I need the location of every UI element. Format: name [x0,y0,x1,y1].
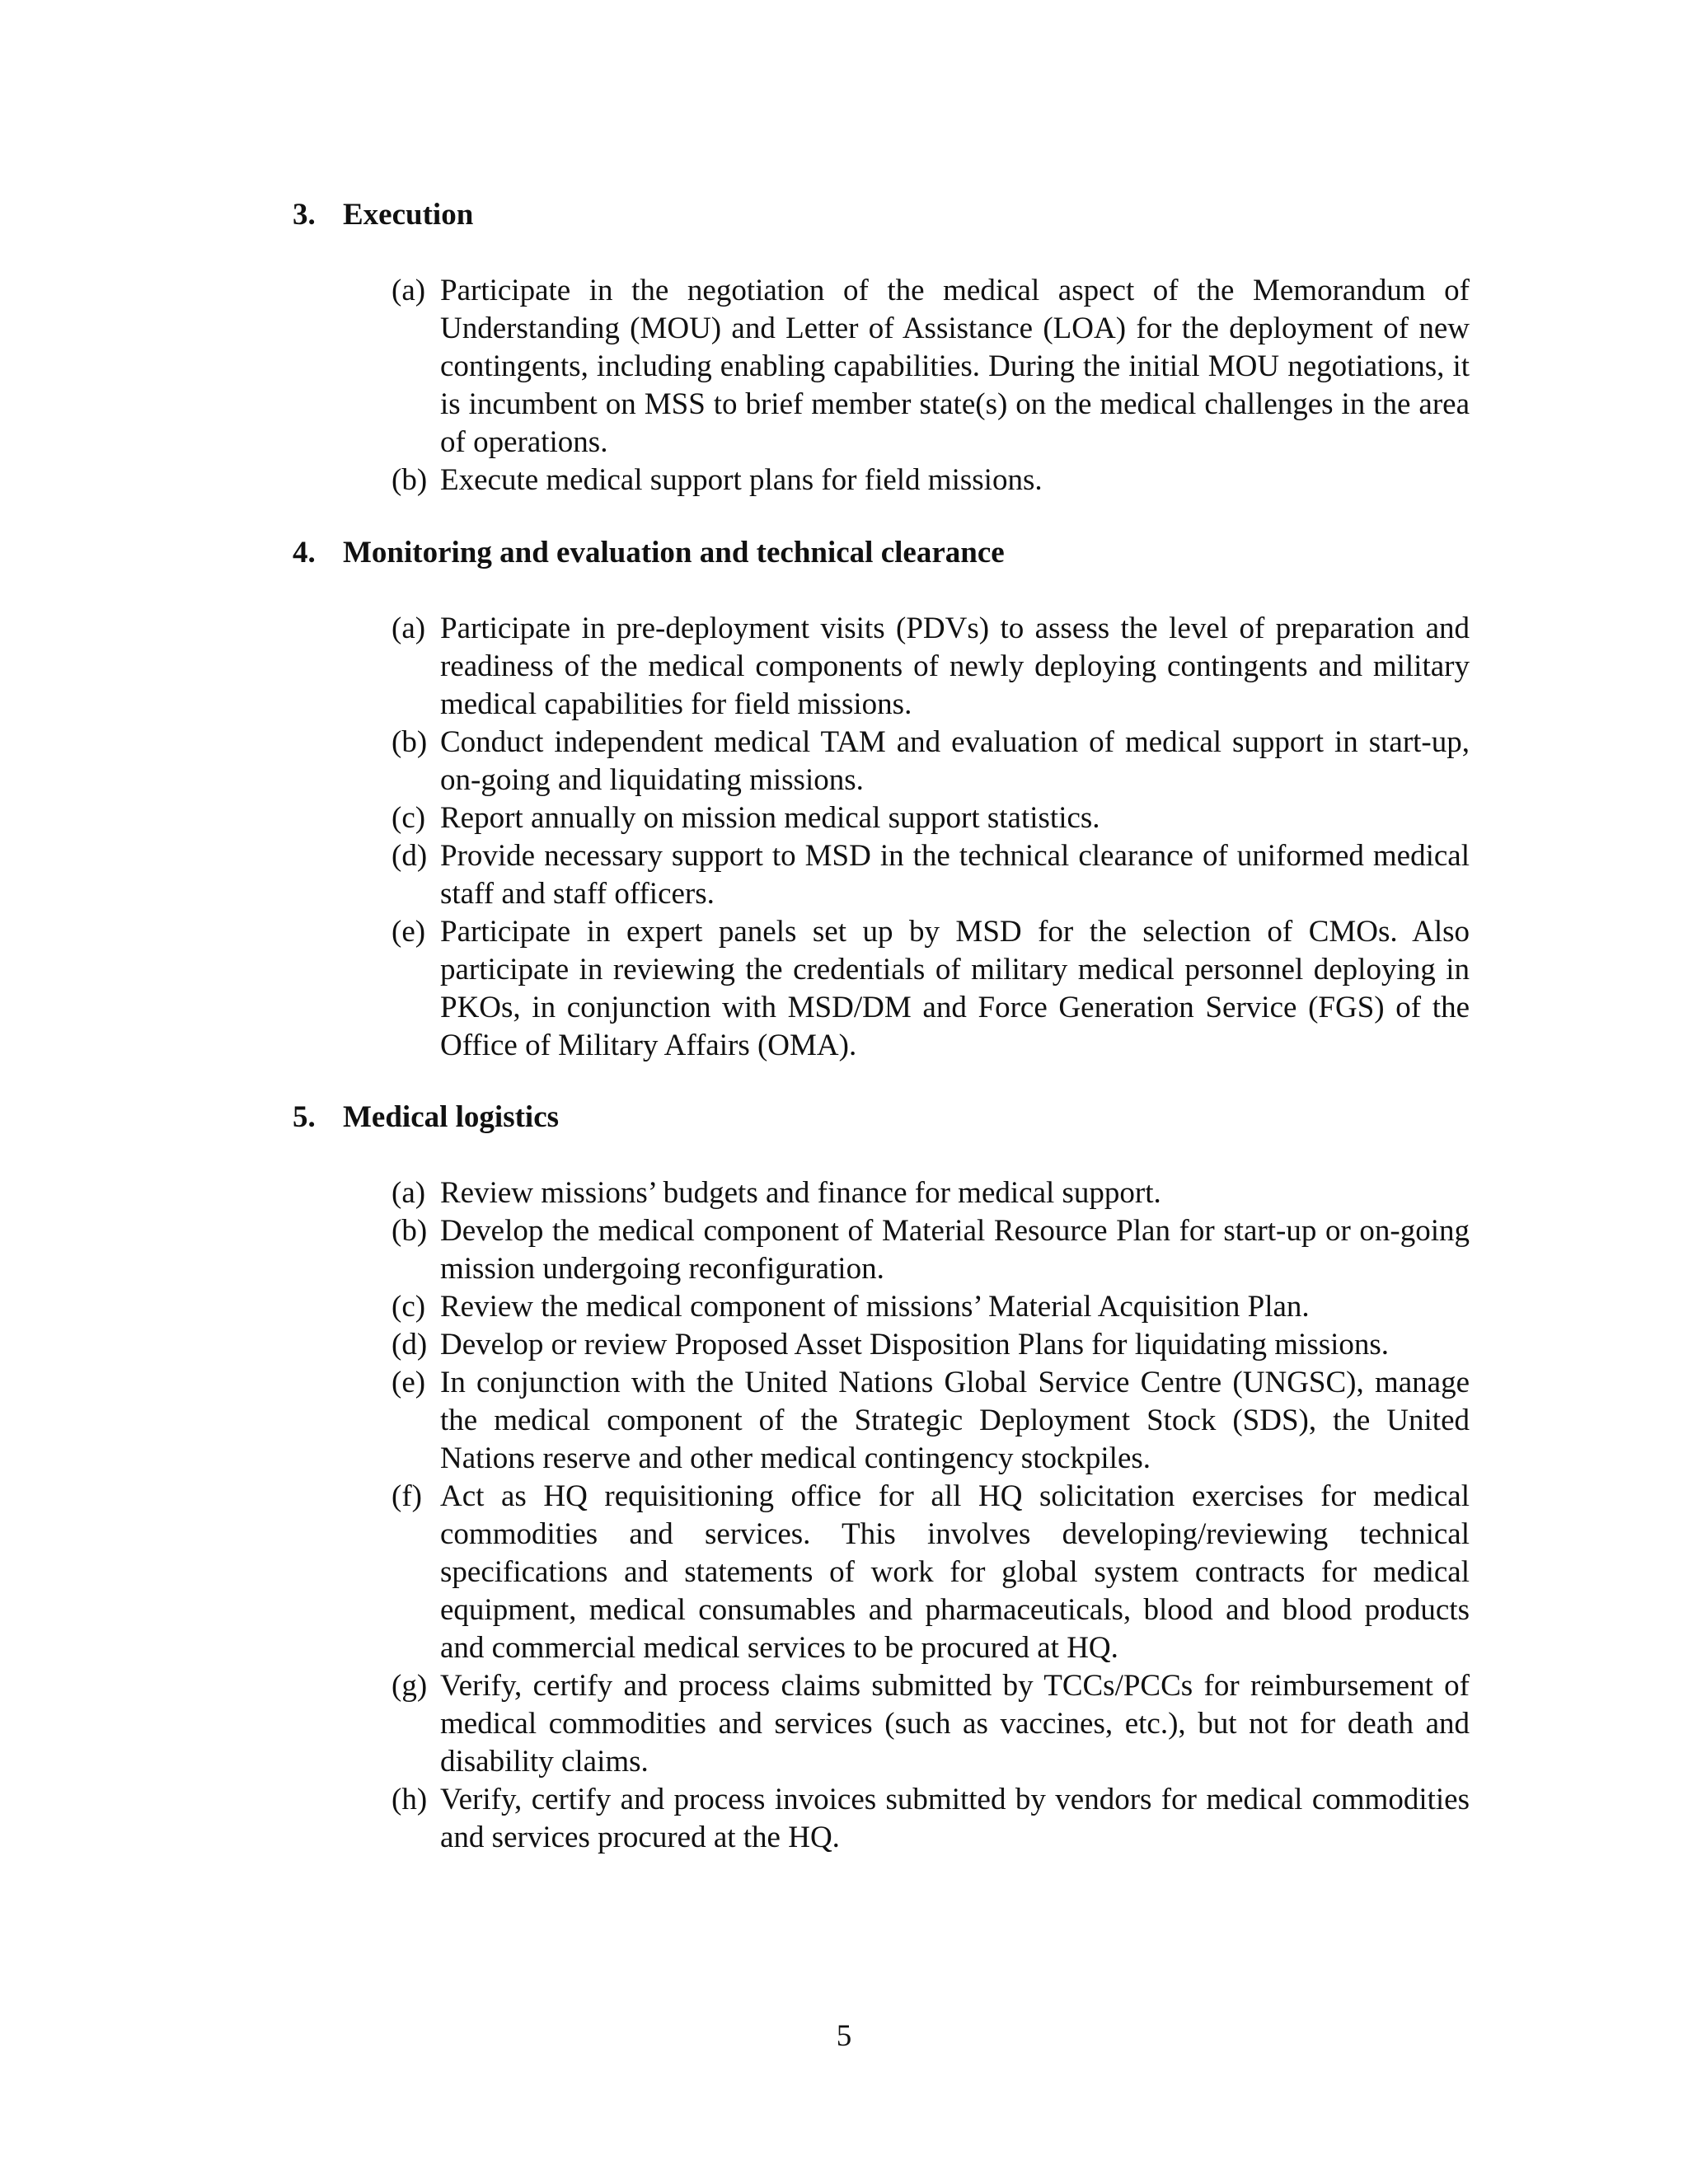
section-execution [293,196,1471,497]
list-item [392,724,1470,799]
item-label: (f) [392,1479,422,1513]
item-text: Verify, certify and process claims submitted by TCCs/PCCs for reimbursement of medical commodities and services (such as vaccines, etc.), but not for death and disability claims. [440,1669,1470,1779]
section-number: 3. [293,198,316,232]
item-label: (b) [392,1214,428,1248]
item-label: (h) [392,1783,428,1816]
item-text: In conjunction with the United Nations Global Service Centre (UNGSC), manage the medical component of the Strategic Deployment Stock (SDS), the United Nations reserve and other medical contingency stockpiles. [440,1366,1470,1475]
item-label: (d) [392,1328,428,1361]
section-number: 4. [293,536,316,569]
item-label: (c) [392,1290,426,1324]
item-text: Act as HQ requisitioning office for all HQ solicitation exercises for medical commodities and services. This involves developing/reviewing technical specifications and statements of work for global system contracts for medical equipment, medical consumables and pharmaceuticals, blood and blood products and commercial medical services to be procured at HQ. [440,1479,1470,1665]
list-item [392,799,1470,837]
list-item [392,272,1470,462]
item-text: Develop the medical component of Material Resource Plan for start-up or on-going mission undergoing reconfiguration. [440,1214,1470,1286]
item-list [392,1174,1470,1857]
item-text: Develop or review Proposed Asset Disposition Plans for liquidating missions. [440,1328,1390,1361]
item-list [392,272,1470,499]
item-text: Review the medical component of missions’ Material Acquisition Plan. [440,1290,1310,1324]
item-text: Provide necessary support to MSD in the technical clearance of uniformed medical staff and staff officers. [440,839,1470,911]
page-number: 5 [836,2019,852,2053]
list-item [392,913,1470,1065]
item-text: Verify, certify and process invoices submitted by vendors for medical commodities and services procured at the HQ. [440,1783,1470,1854]
list-item [392,610,1470,724]
list-item [392,462,1470,499]
list-item [392,1212,1470,1288]
item-list [392,610,1470,1065]
list-item [392,1326,1470,1364]
item-text: Participate in pre-deployment visits (PDVs) to assess the level of preparation and readiness of the medical components of newly deploying contingents and military medical capabilities for field missions. [440,612,1470,721]
item-label: (a) [392,612,426,645]
list-item [392,1478,1470,1667]
item-label: (e) [392,915,426,949]
list-item [392,1364,1470,1478]
item-label: (a) [392,1176,426,1210]
list-item [392,1781,1470,1857]
item-label: (g) [392,1669,428,1703]
section-monitoring-evaluation [293,534,1471,1062]
item-label: (b) [392,725,428,759]
section-title: Monitoring and evaluation and technical clearance [343,536,1005,569]
list-item [392,1667,1470,1781]
item-label: (a) [392,274,426,307]
item-label: (e) [392,1366,426,1399]
section-number: 5. [293,1100,316,1134]
list-item [392,1288,1470,1326]
item-text: Review missions’ budgets and finance for medical support. [440,1176,1161,1210]
item-text: Participate in the negotiation of the medical aspect of the Memorandum of Understanding (MOU) and Letter of Assistance (LOA) for the deployment of new contingents, including enabling capabilities. During the initial MOU negotiations, it is incumbent on MSS to brief member state(s) on the medical challenges in the area of operations. [440,274,1470,459]
section-heading [293,196,1471,234]
section-medical-logistics [293,1099,1471,1854]
item-label: (c) [392,801,426,835]
section-title: Execution [343,198,474,232]
item-label: (b) [392,463,428,497]
item-text: Conduct independent medical TAM and evaluation of medical support in start-up, on-going and liquidating missions. [440,725,1470,797]
section-heading [293,1099,1471,1137]
section-heading [293,534,1471,572]
item-text: Participate in expert panels set up by MSD for the selection of CMOs. Also participate in reviewing the credentials of military medical personnel deploying in PKOs, in conjunction with MSD/DM and Force Generation Service (FGS) of the Office of Military Affairs (OMA). [440,915,1470,1062]
item-text: Report annually on mission medical support statistics. [440,801,1100,835]
item-text: Execute medical support plans for field missions. [440,463,1043,497]
list-item [392,837,1470,913]
item-label: (d) [392,839,428,873]
list-item [392,1174,1470,1212]
section-title: Medical logistics [343,1100,560,1134]
